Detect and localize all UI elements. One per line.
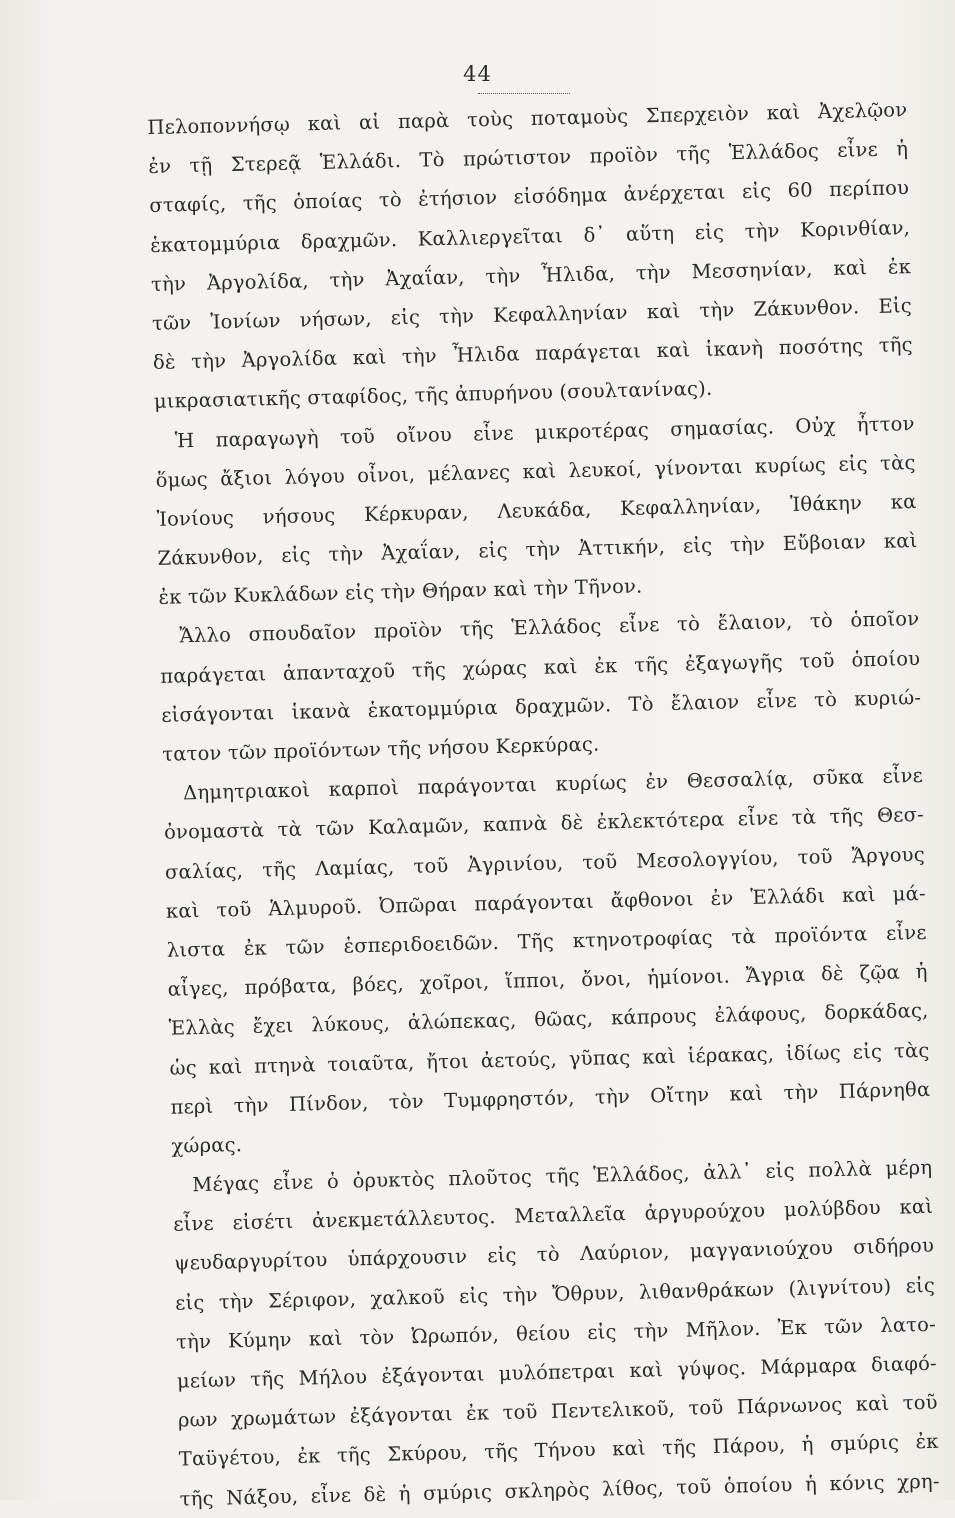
page-number: 44 (463, 62, 492, 86)
text-line: σαλίας, τῆς Λαμίας, τοῦ Ἀγρινίου, τοῦ Μεσολογγίου, τοῦ Ἄργους (164, 842, 926, 884)
text-line: Ταϋγέτου, ἐκ τῆς Σκύρου, τῆς Τήνου καὶ τῆς Πάρου, ἡ σμύρις ἐκ (178, 1430, 939, 1471)
text-line: αἶγες, πρόβατα, βόες, χοῖροι, ἵπποι, ὄνοι, ἡμίονοι. Ἄγρια δὲ ζῷα ἡ (167, 959, 928, 1001)
text-line: ἐκ τῶν Κυκλάδων εἰς τὴν Θήραν καὶ τὴν Τῆνον. (158, 574, 643, 610)
text-line: τὴν Κύμην καὶ τὸν Ὠρωπόν, θείου εἰς τὴν Μῆλον. Ἐκ τῶν λατο- (175, 1312, 937, 1354)
text-line: μείων τῆς Μήλου ἐξάγονται μυλόπετραι καὶ γύψος. Μάρμαρα διαφό- (176, 1351, 938, 1393)
page-number-rule (478, 93, 570, 94)
text-line: ψευδαργυρίτου ὑπάρχουσιν εἰς τὸ Λαύριον, μαγγανιούχου σιδήρου (173, 1234, 935, 1276)
text-line: Μέγας εἶνε ὁ ὀρυκτὸς πλοῦτος τῆς Ἑλλάδος, ἀλλ᾽ εἰς πολλὰ μέρη (192, 1155, 933, 1197)
text-line: Ζάκυνθον, εἰς τὴν Ἀχαΐαν, εἰς τὴν Ἀττικήν, εἰς τὴν Εὔβοιαν καὶ (157, 529, 918, 570)
text-line: λιστα ἐκ τῶν ἑσπεριδοειδῶν. Τῆς κτηνοτροφίας τὰ προϊόντα εἶνε (166, 920, 927, 962)
text-line: ἑκατομμύρια δραχμῶν. Καλλιεργεῖται δ᾽ αὕτη εἰς τὴν Κορινθίαν, (149, 215, 911, 257)
body-text (147, 90, 940, 1518)
text-line: ἐν τῇ Στερεᾷ Ἑλλάδι. Τὸ πρώτιστον προϊὸν τῆς Ἑλλάδος εἶνε ἡ (148, 137, 909, 179)
text-line: χώρας. (171, 1132, 243, 1158)
text-line: εἰσάγονται ἱκανὰ ἑκατομμύρια δραχμῶν. Τὸ ἔλαιον εἶνε τὸ κυριώ- (161, 685, 922, 727)
text-line: Ἰονίους νήσους Κέρκυραν, Λευκάδα, Κεφαλληνίαν, Ἰθάκην κα (156, 489, 917, 531)
text-line: δὲ τὴν Ἀργολίδα καὶ τὴν Ἦλιδα παράγεται καὶ ἱκανὴ ποσότης τῆς (152, 333, 914, 375)
text-line: περὶ τὴν Πίνδον, τὸν Τυμφρηστόν, τὴν Οἴτην καὶ τὴν Πάρνηθα (170, 1077, 931, 1119)
text-line: μικρασιατικῆς σταφίδος, τῆς ἀπυρήνου (σουλτανίνας). (153, 377, 713, 414)
text-line: ὀνομαστὰ τὰ τῶν Καλαμῶν, καπνὰ δὲ ἐκλεκτότερα εἶνε τὰ τῆς Θεσ- (163, 803, 925, 845)
text-line: εἰς τὴν Σέριφον, χαλκοῦ εἰς τὴν Ὄθρυν, λιθανθράκων (λιγνίτου) εἰς (174, 1273, 936, 1315)
text-line: τὴν Ἀργολίδα, τὴν Ἀχαΐαν, τὴν Ἦλιδα, τὴν Μεσσηνίαν, καὶ ἐκ (150, 254, 912, 296)
text-line: Ἑλλὰς ἔχει λύκους, ἀλώπεκας, θῶας, κάπρους ἐλάφους, δορκάδας, (168, 999, 929, 1041)
text-line: ρων χρωμάτων ἐξάγονται ἐκ τοῦ Πεντελικοῦ, τοῦ Πάρνωνος καὶ τοῦ (177, 1390, 938, 1432)
text-line: Πελοποννήσῳ καὶ αἱ παρὰ τοὺς ποταμοὺς Σπερχειὸν καὶ Ἀχελῷον (147, 98, 908, 139)
text-line: τατον τῶν προϊόντων τῆς νήσου Κερκύρας. (161, 732, 600, 766)
text-line: Δημητριακοὶ καρποὶ παράγονται κυρίως ἐν Θεσσαλίᾳ, σῦκα εἶνε (182, 764, 924, 805)
text-line: εἶνε εἰσέτι ἀνεκμετάλλευτος. Μεταλλεῖα ἀργυρούχου μολύβδου καὶ (173, 1195, 934, 1236)
text-line: ὅμως ἄξιοι λόγου οἶνοι, μέλανες καὶ λευκοί, γίνονται κυρίως εἰς τὰς (155, 450, 916, 492)
text-line: τῶν Ἰονίων νήσων, εἰς τὴν Κεφαλληνίαν καὶ τὴν Ζάκυνθον. Εἰς (151, 293, 913, 335)
text-line: Ἡ παραγωγὴ τοῦ οἴνου εἶνε μικροτέρας σημασίας. Οὐχ ἧττον (174, 411, 915, 452)
text-line: Ἄλλο σπουδαῖον προϊὸν τῆς Ἑλλάδος εἶνε τὸ ἔλαιον, τὸ ὁποῖον (179, 607, 920, 648)
text-line: παράγεται ἁπανταχοῦ τῆς χώρας καὶ ἐκ τῆς ἐξαγωγῆς τοῦ ὁποίου (160, 646, 921, 688)
text-line: τῆς Νάξου, εἶνε δὲ ἡ σμύρις σκληρὸς λίθος, τοῦ ὁποίου ἡ κόνις χρη- (179, 1469, 940, 1511)
text-line: καὶ τοῦ Ἁλμυροῦ. Ὀπῶραι παράγονται ἄφθονοι ἐν Ἑλλάδι καὶ μά- (165, 881, 926, 923)
text-line: σταφίς, τῆς ὁποίας τὸ ἐτήσιον εἰσόδημα ἀνέρχεται εἰς 60 περίπου (149, 176, 910, 218)
text-line: ὡς καὶ πτηνὰ τοιαῦτα, ἤτοι ἀετούς, γῦπας καὶ ἱέρακας, ἰδίως εἰς τὰς (169, 1038, 930, 1080)
